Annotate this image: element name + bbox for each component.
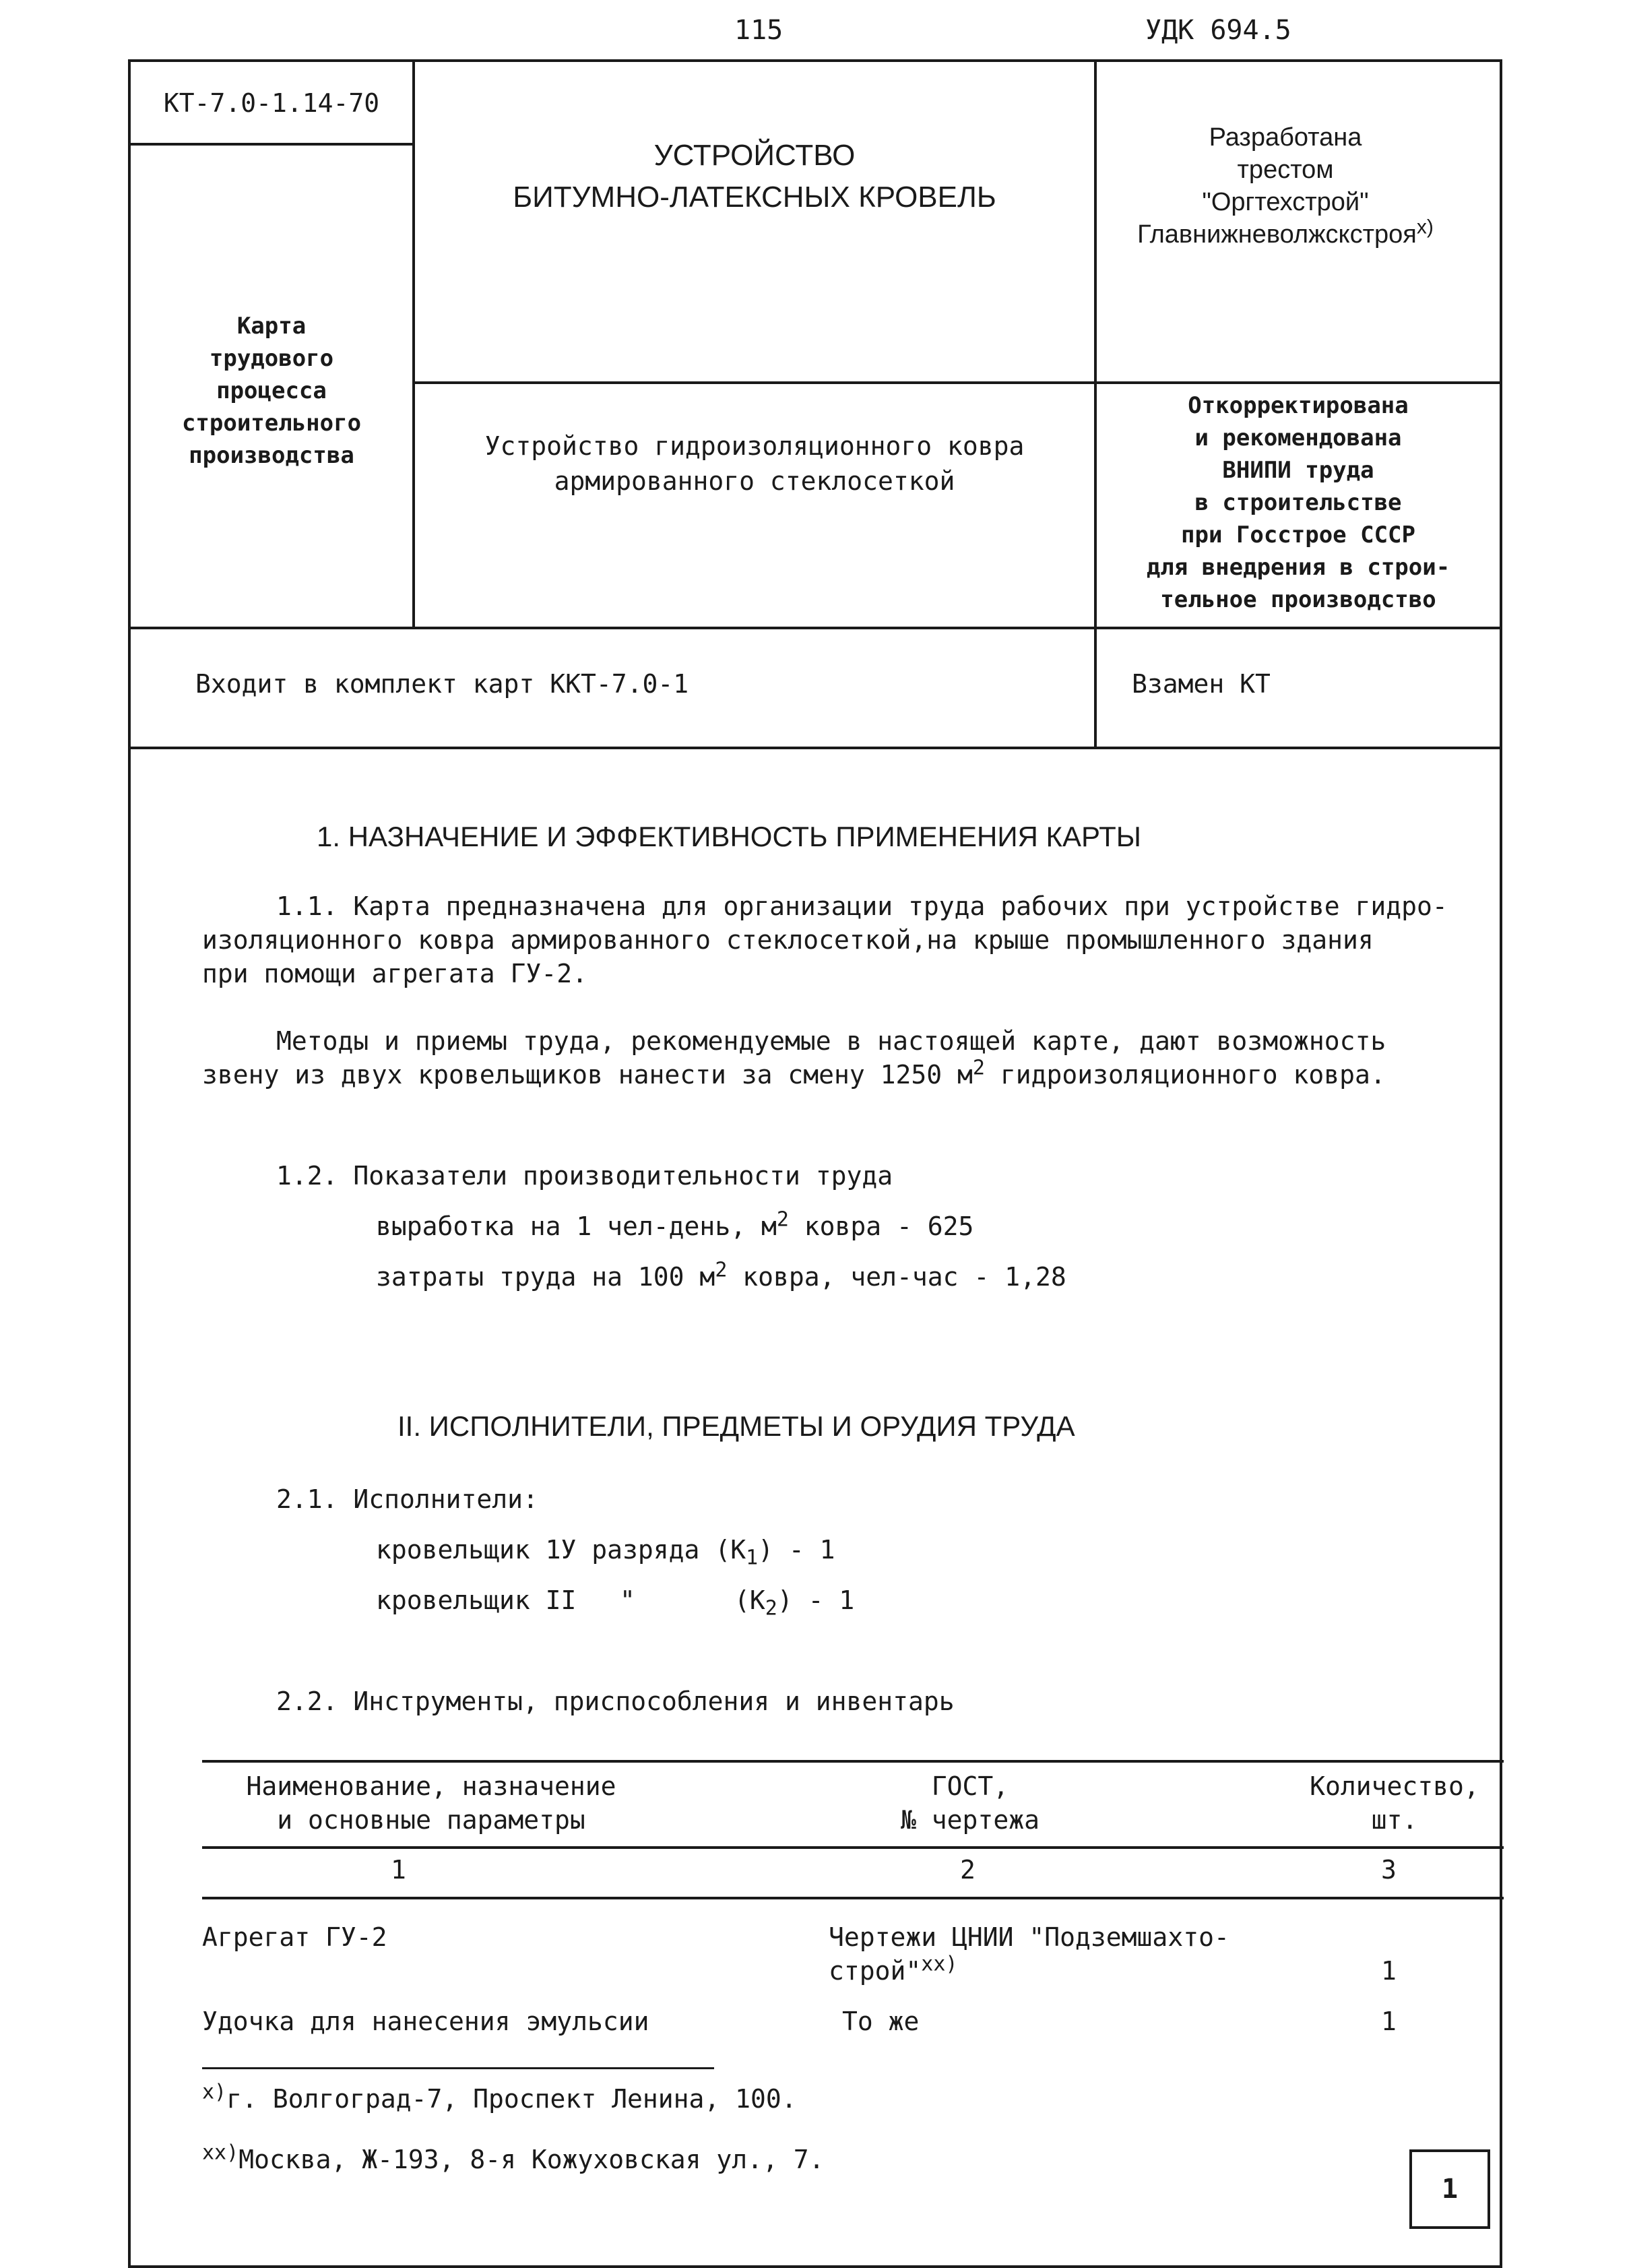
correction-line: ВНИПИ труда: [1222, 457, 1374, 484]
footnote-mark: x): [1416, 216, 1434, 239]
col1-header: [202, 1769, 660, 1837]
correction-line: при Госстрое СССР: [1181, 522, 1415, 548]
worker-1: кровельщик 1У разряда $(К_1) - 1$: [376, 1535, 835, 1570]
main-title: [415, 135, 1094, 218]
rule-mid: [412, 381, 1502, 384]
s1-p3-line2: затраты труда на 100 $м^2$ ковра, чел-час - 1,28: [376, 1258, 1066, 1292]
col1-number: 1: [391, 1855, 406, 1885]
udk-code: УДК 694.5: [1145, 15, 1291, 46]
subtitle-block: [415, 429, 1094, 499]
card-type-line: Карта: [236, 313, 307, 340]
row2-qty: 1: [1381, 2007, 1397, 2036]
correction-line: и рекомендована: [1194, 424, 1402, 451]
card-code: КТ-7.0-1.14-70: [163, 88, 380, 118]
main-title-line1: УСТРОЙСТВО: [653, 139, 856, 172]
developer-line: Разработана: [1209, 123, 1362, 152]
correction-block: [1097, 389, 1500, 616]
row1-name: Агрегат ГУ-2: [202, 1922, 387, 1952]
s1-p2-line2: звену из двух кровельщиков нанести за смену 1250 $м^2$ гидроизоляционного ковра.: [202, 1056, 1386, 1090]
rule-lower: [128, 627, 1502, 629]
s1-p1-line3: при помощи агрегата ГУ-2.: [202, 959, 587, 988]
correction-line: Откорректирована: [1188, 392, 1409, 419]
worker-2-ditto: ": [620, 1585, 635, 1615]
card-type-line: трудового: [209, 345, 334, 372]
row1-qty: 1: [1381, 1956, 1397, 1986]
col1-header-line1: Наименование, назначение: [246, 1771, 616, 1801]
row1-gost: [829, 1920, 1229, 1988]
card-type-block: [131, 310, 412, 472]
col2-number: 2: [960, 1855, 976, 1885]
kit-text: Входит в комплект карт ККТ-7.0-1: [195, 669, 689, 699]
s1-p1-line2: изоляционного ковра армированного стеклосеткой,на крыше промышленного здания: [202, 925, 1374, 955]
footnote-1: $^{x)}$г. Волгоград-7, Проспект Ленина, 100.: [202, 2080, 797, 2114]
col2-header: [795, 1769, 1145, 1837]
section1-heading: 1. НАЗНАЧЕНИЕ И ЭФФЕКТИВНОСТЬ ПРИМЕНЕНИЯ КАРТЫ: [317, 821, 1141, 852]
main-title-line2: БИТУМНО-ЛАТЕКСНЫХ КРОВЕЛЬ: [513, 181, 996, 214]
developer-line: Главнижневолжскстроя$^{x)}$: [1137, 216, 1434, 249]
s1-p1-line1: 1.1. Карта предназначена для организации труда рабочих при устройстве гидро-: [276, 891, 1448, 921]
table-number-rule: [202, 1897, 1504, 1899]
row2-name: Удочка для нанесения эмульсии: [202, 2007, 649, 2036]
col1-header-line2: и основные параметры: [277, 1805, 585, 1835]
s1-p3-line1: выработка на 1 чел-день, $м^2$ ковра - 625: [376, 1207, 974, 1241]
developer-line: трестом: [1237, 156, 1334, 184]
subtitle-line2: армированного стеклосеткой: [554, 466, 955, 496]
rule-code: [128, 143, 415, 146]
row1-gost-line1: Чертежи ЦНИИ "Подземшахто-: [829, 1922, 1229, 1952]
correction-line: для внедрения в строи-: [1146, 554, 1450, 581]
s2-p2-title: 2.2. Инструменты, приспособления и инвентарь: [276, 1687, 955, 1716]
s2-p1-title: 2.1. Исполнители:: [276, 1484, 538, 1514]
worker-2: кровельщик II: [376, 1585, 577, 1615]
page-number: 115: [734, 15, 783, 46]
worker-2-code: $(К_2) - 1$: [734, 1585, 855, 1620]
col2-header-line2: № чертежа: [901, 1805, 1040, 1835]
s1-p3-title: 1.2. Показатели производительности труда: [276, 1161, 893, 1191]
subtitle-line1: Устройство гидроизоляционного ковра: [484, 431, 1025, 461]
correction-line: в строительстве: [1194, 489, 1402, 516]
col3-header-line1: Количество,: [1310, 1771, 1479, 1801]
correction-line: тельное производство: [1160, 586, 1436, 613]
table-top-rule: [202, 1760, 1504, 1763]
card-type-line: производства: [189, 442, 354, 469]
col3-number: 3: [1381, 1855, 1397, 1885]
s1-p2-line1: Методы и приемы труда, рекомендуемые в настоящей карте, дают возможность: [276, 1026, 1386, 1056]
table-header-rule: [202, 1846, 1504, 1849]
col3-header: [1280, 1769, 1509, 1837]
col2-header-line1: ГОСТ,: [931, 1771, 1009, 1801]
row1-gost-line2: строй"$^{xx)}$: [829, 1952, 958, 1986]
footnote-2: $^{xx)}$Москва, Ж-193, 8-я Кожуховская ул., 7.: [202, 2141, 825, 2174]
col3-header-line2: шт.: [1371, 1805, 1418, 1835]
rule-bottom-header: [128, 747, 1502, 749]
page-number-box: 1: [1409, 2149, 1490, 2229]
section2-heading: II. ИСПОЛНИТЕЛИ, ПРЕДМЕТЫ И ОРУДИЯ ТРУДА: [397, 1410, 1075, 1442]
developer-line: "Оргтехстрой": [1202, 188, 1369, 216]
card-type-line: строительного: [181, 410, 362, 437]
row2-gost: То же: [842, 2007, 920, 2036]
card-type-line: процесса: [216, 377, 327, 404]
footnote-rule: [202, 2067, 714, 2069]
replaces-text: Взамен КТ: [1132, 669, 1271, 699]
developer-block: [1097, 121, 1474, 251]
